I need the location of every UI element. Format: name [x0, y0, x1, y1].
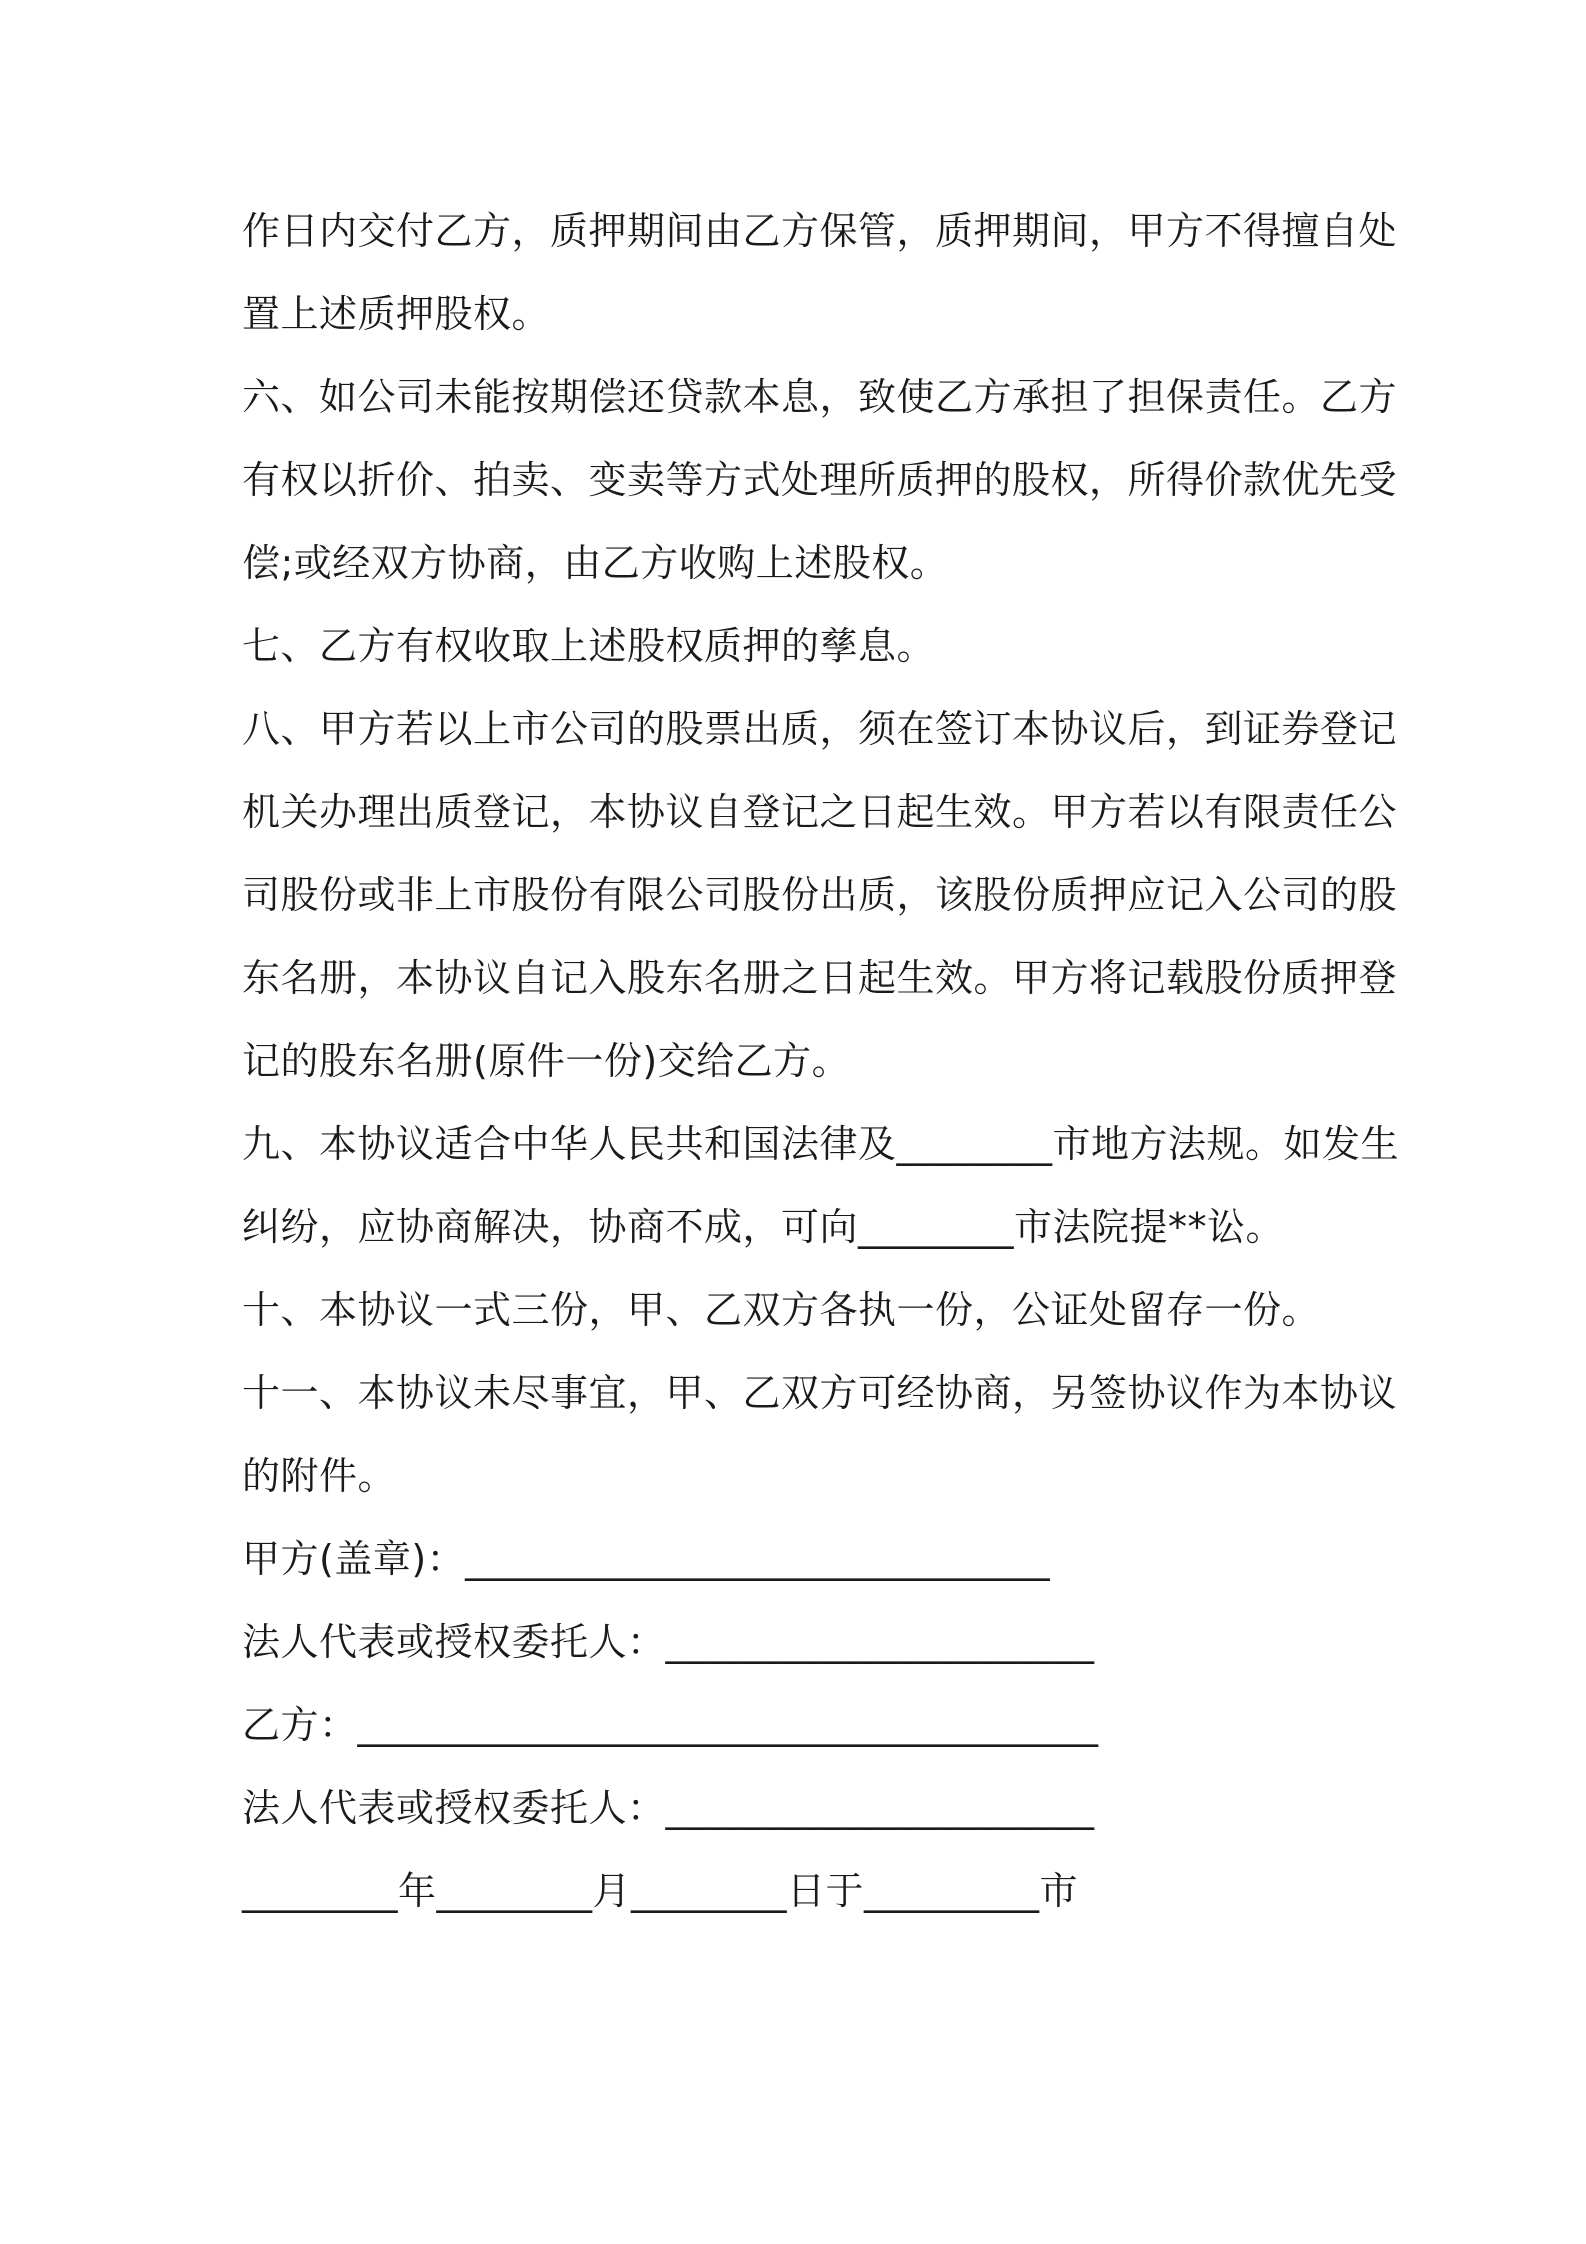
text-line: 纠纷，应协商解决，协商不成，可向________市法院提**讼。: [242, 1205, 1285, 1249]
paragraph-clause-9: [242, 1103, 1400, 1269]
party-b-representative-line: 法人代表或授权委托人：______________________: [242, 1786, 1095, 1830]
text-line: 的附件。: [242, 1454, 397, 1498]
paragraph-clause-8: [242, 688, 1398, 1103]
text-line: 司股份或非上市股份有限公司股份出质，该股份质押应记入公司的股: [242, 873, 1398, 917]
paragraph-clause-7: [242, 605, 1360, 688]
party-b-line: 乙方：______________________________________: [242, 1703, 1099, 1747]
text-line: 记的股东名册(原件一份)交给乙方。: [242, 1039, 851, 1083]
text-line: 偿;或经双方协商，由乙方收购上述股权。: [242, 541, 949, 585]
text-line: 十一、本协议未尽事宜，甲、乙双方可经协商，另签协议作为本协议: [242, 1371, 1398, 1415]
text-line: 作日内交付乙方，质押期间由乙方保管，质押期间，甲方不得擅自处: [242, 209, 1398, 253]
text-line: 六、如公司未能按期偿还贷款本息，致使乙方承担了担保责任。乙方: [242, 375, 1398, 419]
document-page: [242, 190, 1400, 1933]
signature-block: [242, 1518, 1360, 1933]
text-line: 十、本协议一式三份，甲、乙双方各执一份，公证处留存一份。: [242, 1288, 1321, 1332]
text-line: 东名册，本协议自记入股东名册之日起生效。甲方将记载股份质押登: [242, 956, 1398, 1000]
text-line: 有权以折价、拍卖、变卖等方式处理所质押的股权，所得价款优先受: [242, 458, 1398, 502]
text-line: 置上述质押股权。: [242, 292, 551, 336]
paragraph-clause-11: [242, 1352, 1398, 1518]
text-line: 八、甲方若以上市公司的股票出质，须在签订本协议后，到证券登记: [242, 707, 1398, 751]
paragraph-clause-5-continued: [242, 190, 1398, 356]
party-a-seal-line: 甲方(盖章)：______________________________: [242, 1537, 1051, 1581]
text-line: 九、本协议适合中华人民共和国法律及________市地方法规。如发生: [242, 1122, 1400, 1166]
text-line: 七、乙方有权收取上述股权质押的孳息。: [242, 624, 936, 668]
party-a-representative-line: 法人代表或授权委托人：______________________: [242, 1620, 1095, 1664]
paragraph-clause-6: [242, 356, 1398, 605]
paragraph-clause-10: [242, 1269, 1360, 1352]
date-place-line: ________年________月________日于_________市: [242, 1869, 1079, 1913]
text-line: 机关办理出质登记，本协议自登记之日起生效。甲方若以有限责任公: [242, 790, 1398, 834]
